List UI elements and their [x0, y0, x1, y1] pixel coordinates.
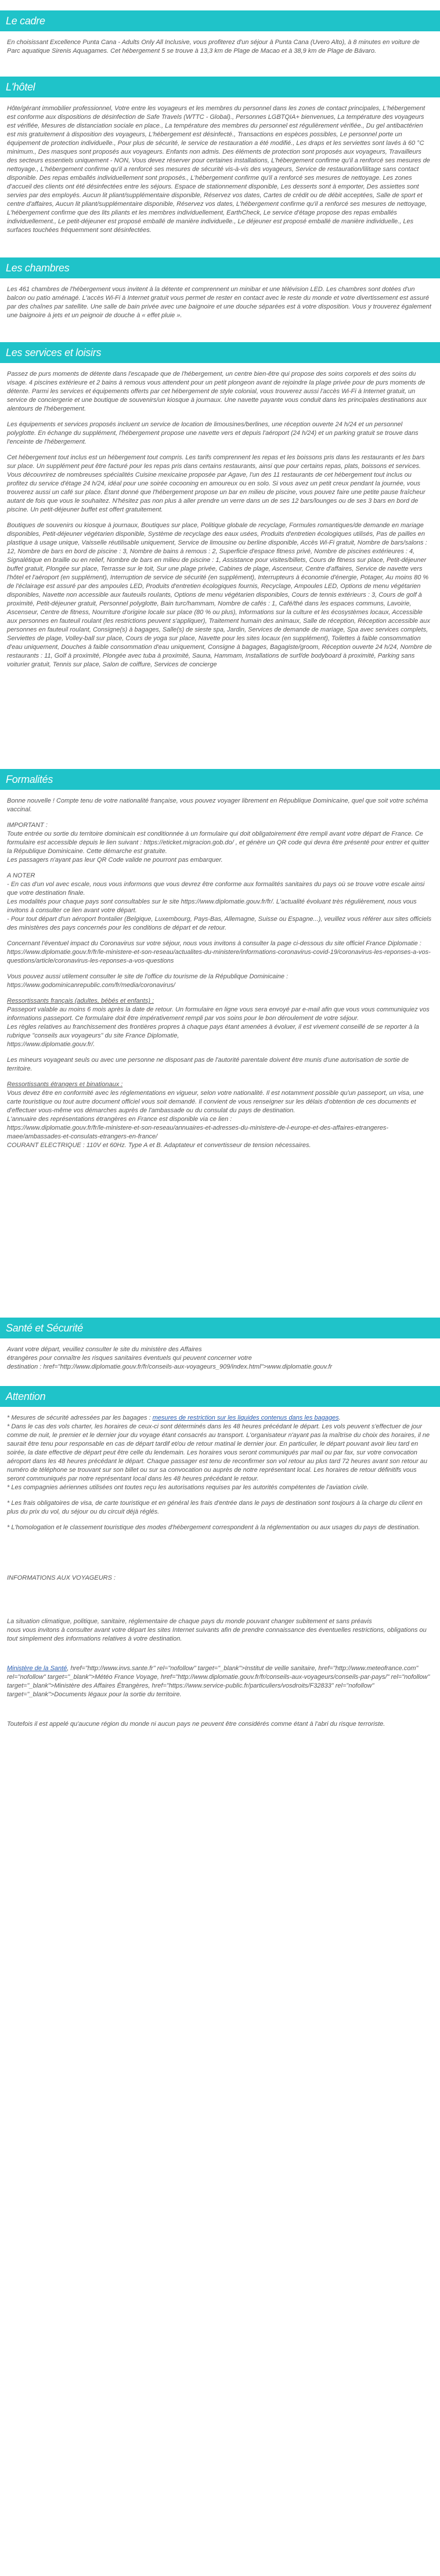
formalites-paragraph-2: IMPORTANT : Toute entrée ou sortie du territoire dominicain est conditionnée à un formulaire qui doit obligatoirement être rempli avant votre départ de France. Ce formulaire est accessible depuis le lien suivant : https://eticket.migracion.gob.do/ , et génère un QR code qui devra être présenté pour entrer et quitter la République Dominicaine. Cette démarche est gratuite. Les passagers n'ayant pas leur QR Code valide ne pourront pas embarquer. [7, 822, 430, 863]
formalites-paragraph-10: COURANT ELECTRIQUE : 110V et 60Hz. Type A et B. Adaptateur et convertisseur de tension nécessaires. [7, 1142, 311, 1149]
liquids-restriction-link[interactable]: mesures de restriction sur les liquides contenus dans les bagages [152, 1414, 339, 1421]
hotel-paragraph: Hôte/gérant immobilier professionnel, Votre entre les voyageurs et les membres du personnel dans les zones de contact principales, L'hébergement est conforme aux dispositions de désinfection de Safe Travels (WTTC - Global)., Personnes LGBTQIA+ bienvenues, La température des voyageurs est vérifiée, Mesures de distanciation sociale en place., La température des membres du personnel est régulièrement vérifiée., Du gel antibactérien est mis gratuitement à disposition des voyageurs, L'hébergement est désinfecté., Transactions en espèces possibles, Le personnel porte un équipement de protection individuelle., Pour plus de sécurité, le service de restauration a été modifié., Les draps et les serviettes sont lavés à 60 °C minimum., Des masques sont proposés aux voyageurs. Enfants non admis. Des éléments de protection sont proposés aux voyageurs, Travailleurs des secteurs essentiels uniquement - NON, Vous devez réserver pour certaines installations, L'hébergement confirme qu'il a renforcé ses mesures de nettoyage., L'hébergement confirme qu'il a renforcé ses mesures de sécurité vis-à-vis des voyageurs, Service de restauration/lilitage sans contact disponible. Des repas emballés individuellement sont proposés., L'hébergement confirme qu'il a renforcé ses mesures de nettoyage. Les zones d'accueil des clients ont été désinfectées entre les séjours. Espace de stationnement disponible, Les desserts sont à emporter, Des assiettes sont servies par des employés. Aucun lit pliant/supplémentaire disponible, Réservez vos dates, Cartes de crédit ou de débit acceptées, Salle de sport et centre d'affaires, Aucun lit pliant/supplémentaire disponible, Réservez vos dates, L'hébergement confirme qu'il a renforcé ses mesures de nettoyage, L'hébergement confirme que des lits pliants et les membres individuellement, EarthCheck, Le service d'étage propose des repas emballés individuellement., Le petit-déjeuner est proposé emballé de manière individuelle., Le déjeuner est proposé emballé de manière individuelle., Les surfaces touchées fréquemment sont désinfectées. [7, 105, 430, 234]
section-title-formalites: Formalités [0, 769, 440, 790]
section-title-chambres: Les chambres [0, 257, 440, 278]
formalites-paragraph-1: Bonne nouvelle ! Compte tenu de votre nationalité française, vous pouvez voyager librement en République Dominicaine, quel que soit votre schéma vaccinal. [7, 797, 428, 813]
section-body-sante [0, 1338, 440, 1386]
services-paragraph-4: Boutiques de souvenirs ou kiosque à journaux, Boutiques sur place, Politique globale de recyclage, Formules romantiques/de demande en mariage disponibles, Petit-déjeuner végétarien disponible, Système de recyclage des eaux usées, Produits d'entretien écologiques utilisés, Pas de pailles en plastique à usage unique, Vaisselle réutilisable uniquement, Service de limousine ou berline disponible, Accès Wi-Fi gratuit, Nombre de bars/salons : 12, Nombre de bars en bord de piscine : 3, Nombre de bains à remous : 2, Superficie d'espace fitness privé, Nombre de piscines extérieures : 4, Signalétique en braille ou en relief, Nombre de bars en milieu de piscine : 1, Assistance pour visites/billets, Cours de fitness sur place, Petit-déjeuner buffet gratuit, Plongée sur place, Terrasse sur le toit, Sur une plage privée, Cabines de plage, Ascenseur, Centre d'affaires, Service de navette vers l'hôtel et l'aéroport (en supplément), Interruption de service de sécurité (en supplément), Interrupteurs à économie d'énergie, Potager, Au moins 80 % de l'éclairage est assuré par des ampoules LED, Produits d'entretien écologiques fournis, Recyclage, Ampoules LED, Options de menu végétarien disponibles, Navette non accessible aux fauteuils roulants, Options de menu végétarien disponibles, Cours de tennis extérieurs : 3, Cours de golf à proximité, Petit-déjeuner gratuit, Personnel polyglotte, Bain turc/hammam, Nombre de cafés : 1, Café/thé dans les espaces communs, Lavoirie, Ascenseur, Centre de fitness, Nourriture d'origine locale sur place (80 % ou plus), Informations sur la culture et les écosystèmes locaux, Accessible aux personnes en fauteuil roulant (les restrictions peuvent s'appliquer), Traitement humain des animaux, Salle de réception, Réception accessible aux personnes en fauteuil roulant, Consigne(s) à bagages, Salle(s) de sieste spa, Jardin, Services de demande de mariage, Spa avec services complets, Serviettes de plage, Volley-ball sur place, Cours de yoga sur place, Navette pour les sites locaux (en supplément), Toilettes à faible consommation d'eau uniquement, Douches à faible consommation d'eau uniquement, Consigne à bagages, Bagagiste/groom, Réception ouverte 24 h/24, Nombre de restaurants : 11, Golf à proximité, Plongée avec tuba à proximité, Sauna, Hammam, Installations de surf/de bodyboard à proximité, Parking sans voiturier gratuit, Tennis sur place, Salon de coiffure, Services de concierge [7, 522, 432, 668]
attention-paragraph-1 [7, 1414, 433, 1492]
services-paragraph-2: Les équipements et services proposés incluent un service de location de limousines/berlines, une réception ouverte 24 h/24 et un personnel polyglotte. En échange du supplément, l'hébergement propose une navette vers et depuis l'aéroport (24 h/24) et un parking gratuit se trouve dans l'enceinte de l'hébergement. [7, 421, 419, 445]
attention-paragraph-5: La situation climatique, politique, sanitaire, réglementaire de chaque pays du monde pouvant changer subitement et sans préavis nous vous invitons à consulter avant votre départ les sites Internet suivants afin de prendre connaissance des éventuelles restrictions, obligations ou tout simplement des informations relatives à votre destination. [7, 1618, 427, 1642]
attention-paragraph-7: Toutefois il est appelé qu'aucune région du monde ni aucun pays ne peuvent être considérés comme étant à l'abri du risque terroriste. [7, 1721, 385, 1728]
cadre-paragraph: En choisissant Excellence Punta Cana - Adults Only All Inclusive, vous profiterez d'un séjour à Punta Cana (Uvero Alto), à 8 minutes en voiture de Parc aquatique Sirenis Aquagames. Cet hébergement 5 se trouve à 13,3 km de Plage de Macao et à 38,9 km de Plage de Bávaro. [7, 39, 420, 55]
section-body-hotel [0, 97, 440, 257]
formalites-paragraph-4: Concernant l'éventuel impact du Coronavirus sur votre séjour, nous vous invitons à consulter la page ci-dessous du site officiel France Diplomatie : https://www.diplomatie.gouv.fr/fr/le-ministere-et-son-reseau/actualites-du-ministere/informations-coronavirus-covid-19/coronavirus-les-reponses-a-vos-questions/article/coronavirus-les-reponses-a-vos-questions [7, 940, 431, 964]
section-title-cadre: Le cadre [0, 10, 440, 31]
section-body-formalites [0, 790, 440, 1318]
formalites-paragraph-9: Vous devez être en conformité avec les réglementations en vigueur, selon votre nationalité. Il est notamment possible qu'un passeport, un visa, une carte touristique ou tout autre document officiel vous soit demandé. Il convient de vous renseigner sur les délais d'obtention de ces documents et d'effectuer vous-même vos démarches auprès de l'ambassade ou du consulat du pays de destination. L'annuaire des représentations étrangères en France est disponible via ce lien : https://www.diplomatie.gouv.fr/fr/le-ministere-et-son-reseau/annuaires-et-adresses-du-ministere-de-l-europe-et-des-affaires-etrangeres-maee/ambassades-et-consulats-etrangers-en-france/ [7, 1090, 424, 1140]
formalites-subtitle-foreign: Ressortissants étrangers et binationaux : [7, 1081, 123, 1088]
formalites-paragraph-7: Les règles relatives au franchissement des frontières propres à chaque pays étant amenées à évoluer, il est vivement conseillé de se reporter à la rubrique "conseils aux voyageurs" du site France Diplomatie, https://www.diplomatie.gouv.fr/. [7, 1024, 419, 1048]
section-body-services [0, 363, 440, 769]
section-chambres [0, 257, 440, 342]
formalites-subtitle-french: Ressortissants français (adultes, bébés et enfants) : [7, 997, 154, 1004]
attention-paragraph-3: * L'homologation et le classement touristique des modes d'hébergement correspondent à la réglementation ou aux usages du pays de destination. [7, 1524, 420, 1531]
formalites-paragraph-8: Les mineurs voyageant seuls ou avec une personne ne disposant pas de l'autorité parentale doivent être munis d'une autorisation de sortie de territoire. [7, 1057, 409, 1072]
attention-p6-suffix: , href="http://www.invs.sante.fr" rel="nofollow" target="_blank">Institut de veille sanitaire, href="http://www.meteofrance.com" rel="nofollow" target="_blank">Météo France Voyage, href="http://www.diplomatie.gouv.fr/fr/conseils-aux-voyageurs/conseils-par-pays/" rel="nofollow" target="_blank">Ministère des Affaires Étrangères, href="https://www.service-public.fr/particuliers/vosdroits/F32833" rel="nofollow" target="_blank">Documents légaux pour la sortie du territoire. [7, 1665, 430, 1698]
formalites-paragraph-3: A NOTER - En cas d'un vol avec escale, nous vous informons que vous devrez être conforme aux formalités sanitaires du pays où se trouve votre escale ainsi que votre destination finale. Les modalités pour chaque pays sont consultables sur le site https://www.diplomatie.gouv.fr/fr/. L'actualité évoluant très régulièrement, nous vous invitons à consulter ce lien avant votre départ. - Pour tout départ d'un aéroport frontalier (Belgique, Luxembourg, Pays-Bas, Allemagne, Suisse ou Espagne...), veuillez vous référer aux sites officiels des ministères des pays concernés pour les conditions de départ et de retour. [7, 872, 432, 931]
attention-paragraph-4: INFORMATIONS AUX VOYAGEURS : [7, 1574, 116, 1581]
attention-paragraph-2: * Les frais obligatoires de visa, de carte touristique et en général les frais d'entrée dans le pays de destination sont toujours à la charge du client en plus du prix du vol, du séjour ou du circuit déjà réglés. [7, 1500, 423, 1515]
section-title-attention: Attention [0, 1386, 440, 1407]
attention-p1-suffix: . * Dans le cas des vols charter, les horaires de ceux-ci sont déterminés dans les 48 heures précédant le départ. Les vols peuvent s'effectuer de jour comme de nuit, le premier et le dernier jour du voyage étant consacrés au transport. L'organisateur n'ayant pas la maîtrise du choix des horaires, il ne saurait être tenu pour responsable en cas de départ tardif et/ou de retour matinal le dernier jour. En particulier, le départ pouvant avoir lieu tard en soirée, la date effective de départ peut être celle du lendemain. Les horaires vous seront communiqués par mail ou par fax, sur votre convocation aéroport dans les 48 heures précédant le départ. Chaque passager est tenu de reconfirmer son vol retour au plus tard 72 heures avant son retour au numéro de téléphone se trouvant sur son billet ou sur sa convocation ou auprès de notre représentant local. Les horaires de retour définitifs vous seront communiqués par notre représentant local dans les 48 heures précédant le retour. * Les compagnies aériennes utilisées ont toutes reçu les autorisations requises par les autorités compétentes de l'aviation civile. [7, 1414, 430, 1491]
services-paragraph-3: Cet hébergement tout inclus est un hébergement tout compris. Les tarifs comprennent les repas et les boissons pris dans les restaurants et les bars sur place. Un supplément peut être facturé pour les repas pris dans certains restaurants, ainsi que pour certains repas, plats, boissons et services. Vous découvrirez de nombreuses spécialités Cuisine mexicaine proposée par Agave, l'un des 11 restaurants de cet hébergement tout inclus ou profitez du service d'étage 24 h/24, idéal pour une soirée cocooning en amoureux ou en solo. Si vous avez un petit creux pendant la journée, vous trouverez aussi un café sur place. Étant donné que l'hébergement propose un bar en milieu de piscine, vous pouvez faire une petite pause fraîcheur autant de fois que vous le souhaitez. N'hésitez pas non plus à aller prendre un verre dans un de ses 12 bars/lounges ou de ses 3 bars en bord de piscine. Un petit-déjeuner buffet est offert gratuitement. [7, 454, 425, 513]
formalites-paragraph-5: Vous pouvez aussi utilement consulter le site de l'office du tourisme de la République Dominicaine : https://www.godominicanrepublic.com/fr/media/coronavirus/ [7, 973, 288, 989]
section-body-attention [0, 1407, 440, 1737]
section-title-sante: Santé et Sécurité [0, 1318, 440, 1338]
services-paragraph-1: Passez de purs moments de détente dans l'escapade que de l'hébergement, un centre bien-être qui propose des soins corporels et des soins du visage. 4 piscines extérieure et 2 bains à remous vous attendent pour un petit plongeon avant de rejoindre la plage privée pour de purs moments de détente. Parmi les services et équipements offerts par cet hébergement de style colonial, vous trouverez aussi l'accès Wi-Fi à Internet gratuit, un service de conciergerie et une boutique de souvenirs/un kiosque à journaux. Une navette payante vous conduit dans les principales destinations aux alentours de l'hébergement. [7, 371, 427, 412]
chambres-paragraph: Les 461 chambres de l'hébergement vous invitent à la détente et comprennent un minibar et une télévision LED. Les chambres sont dotées d'un balcon ou patio aménagé. L'accès Wi-Fi à Internet gratuit vous permet de rester en contact avec le reste du monde et votre divertissement est assuré par des chaînes par satellite. Une salle de bain privée avec une baignoire et une douche séparées est à votre disposition. Vous y trouverez également une baignoire à jets et un peignoir de douche à « effet pluie ». [7, 286, 431, 319]
attention-p1-prefix: * Mesures de sécurité adressées par les bagages : [7, 1414, 153, 1421]
section-sante [0, 1318, 440, 1386]
health-ministry-link[interactable]: Ministère de la Santé [7, 1665, 67, 1672]
section-services [0, 342, 440, 769]
section-formalites [0, 769, 440, 1318]
section-title-services: Les services et loisirs [0, 342, 440, 363]
section-attention [0, 1386, 440, 1737]
attention-paragraph-6 [7, 1664, 433, 1699]
section-body-cadre [0, 31, 440, 77]
section-hotel [0, 77, 440, 257]
sante-paragraph: Avant votre départ, veuillez consulter le site du ministère des Affaires étrangères pour connaître les risques sanitaires éventuels qui peuvent concerner votre destination : href="http://www.diplomatie.gouv.fr/fr/conseils-aux-voyageurs_909/index.html">www.diplomatie.gouv.fr [7, 1346, 333, 1370]
page [0, 10, 440, 1737]
section-title-hotel: L'hôtel [0, 77, 440, 97]
section-body-chambres [0, 278, 440, 342]
section-cadre [0, 10, 440, 77]
formalites-paragraph-6: Passeport valable au moins 6 mois après la date de retour. Un formulaire en ligne vous sera envoyé par e-mail afin que vous vous communiquiez vos informations passeport. Ce formulaire doit être impérativement rempli par vos soins pour le bon déroulement de votre séjour. [7, 1006, 430, 1022]
